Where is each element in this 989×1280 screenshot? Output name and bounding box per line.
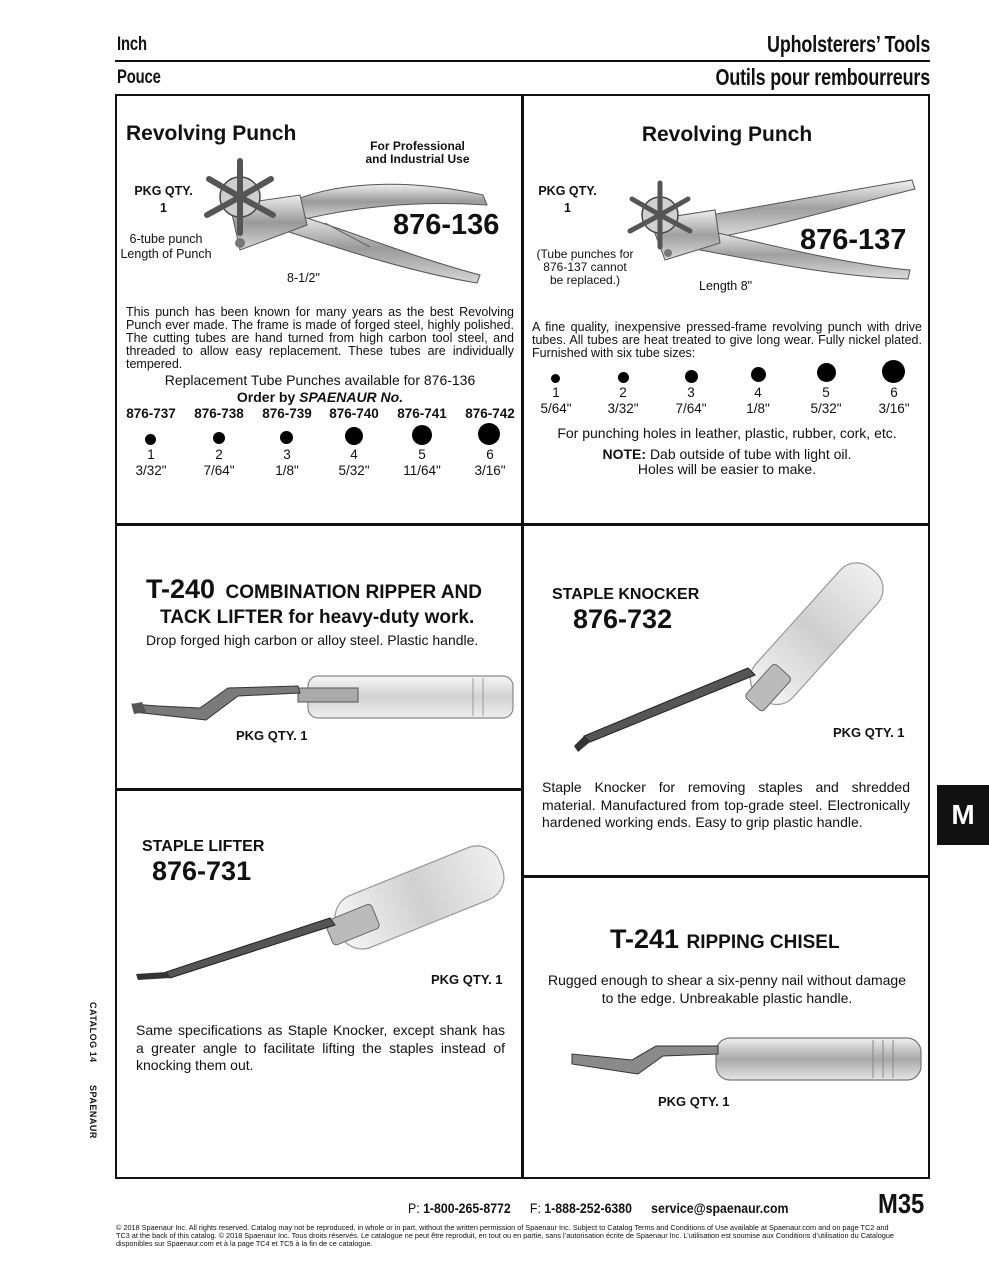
tube-part-no: 876-741	[397, 406, 447, 421]
note-text: Dab outside of tube with light oil.	[649, 446, 852, 462]
phone-label: P:	[408, 1200, 420, 1216]
panel-136-description: This punch has been known for many years as the best Revolving Punch ever made. The frame is made of forged steel, highly polished. The cutting tubes are hand turned from high carbon tool steel, and threaded to allow easy replacement. These tubes are individually tempered.	[126, 305, 514, 371]
tube-size-dot	[551, 374, 560, 383]
tube-number: 1	[147, 447, 155, 462]
side-catalog-label: CATALOG 14	[88, 1002, 98, 1063]
tube-size: 3/16"	[474, 463, 506, 478]
panel-137-note-line-2: Holes will be easier to make.	[637, 461, 817, 477]
note-line-3: be replaced.)	[549, 273, 621, 287]
header-title-en: Upholsterers’ Tools	[766, 31, 930, 57]
tube-size: 3/16"	[878, 401, 910, 416]
tube-size: 11/64"	[403, 463, 441, 478]
section-tab-m: M	[937, 785, 989, 845]
header-unit-fr: Pouce	[117, 67, 161, 88]
tube-part-no: 876-737	[126, 406, 176, 421]
panel-137-usage: For punching holes in leather, plastic, rubber, cork, etc.	[557, 425, 897, 441]
t241-code: T-241	[610, 924, 680, 954]
panel-137-length: Length 8"	[699, 279, 753, 293]
length-desc: Length of Punch	[120, 247, 212, 261]
tube-size-dot	[145, 434, 156, 445]
staple-knocker-illustration	[560, 570, 890, 770]
tube-size-dot	[280, 431, 293, 444]
tube-size: 5/32"	[338, 463, 370, 478]
tube-number: 5	[418, 447, 426, 462]
tube-size-dot	[618, 372, 629, 383]
t240-title-a: COMBINATION RIPPER AND	[225, 582, 482, 603]
footer-contact	[408, 1200, 789, 1216]
tube-label	[389, 447, 455, 479]
tube-number: 4	[754, 385, 762, 400]
t240-pkg: PKG QTY. 1	[236, 728, 308, 743]
legal-line-2: TC3 at the back of this catalog. © 2018 Spaenaur Inc. Tous droits réservés. Le catalogue ne peut être reproduit, en tout ou en partie, sans l’autorisation écrite de Spaenaur Inc. L’utilisation est soumise aux Conditions d’utilisation du Catalogue	[116, 1231, 894, 1241]
tube-desc: 6-tube punch	[129, 232, 203, 246]
tube-number: 1	[552, 385, 560, 400]
panel-136-title: Revolving Punch	[126, 122, 297, 145]
grid-divider-vertical	[521, 94, 524, 1179]
grid-divider-right-row2	[521, 875, 930, 878]
panel-137-note-line	[526, 446, 928, 462]
t241-pkg: PKG QTY. 1	[658, 1094, 730, 1109]
side-brand-label: SPAENAUR	[88, 1085, 98, 1139]
footer-legal	[116, 1224, 930, 1249]
lifter-title: STAPLE LIFTER	[142, 838, 265, 855]
t241-title: RIPPING CHISEL	[686, 932, 840, 953]
tube-part-no: 876-739	[262, 406, 312, 421]
t241-desc-line-1: Rugged enough to shear a six-penny nail without damage	[547, 972, 907, 988]
tube-size-dot	[412, 425, 432, 445]
tube-number: 3	[283, 447, 291, 462]
pkg-qty: 1	[564, 201, 571, 215]
panel-137-part-no: 876-137	[800, 224, 907, 256]
tube-size: 1/8"	[275, 463, 299, 478]
tube-number: 2	[619, 385, 627, 400]
t240-heading	[146, 574, 516, 605]
knocker-part-no: 876-732	[573, 604, 673, 634]
tube-column	[321, 406, 387, 421]
panel-136-length: 8-1/2"	[287, 271, 320, 285]
panel-137-description: A fine quality, inexpensive pressed-frame revolving punch with drive tubes. All tubes are heat treated to give long wear. Fully nickel plated. Furnished with six tube sizes:	[532, 320, 922, 360]
tube-number: 2	[215, 447, 223, 462]
grid-divider-left-row2	[115, 788, 523, 791]
lifter-pkg: PKG QTY. 1	[431, 972, 503, 987]
tube-size: 3/32"	[135, 463, 167, 478]
knocker-title: STAPLE KNOCKER	[552, 586, 700, 603]
tube-size-dot	[345, 427, 363, 445]
tube-size-dot	[817, 363, 836, 382]
tube-number: 6	[890, 385, 898, 400]
lifter-part-no: 876-731	[152, 856, 252, 886]
grid-divider-row1	[115, 523, 930, 526]
header-rule	[115, 60, 930, 62]
page-number: M35	[878, 1188, 925, 1219]
phone-number[interactable]: 1-800-265-8772	[423, 1200, 511, 1216]
lifter-desc: Same specifications as Staple Knocker, except shank has a greater angle to facilitate lifting the staples instead of knocking them out.	[136, 1022, 505, 1073]
tube-column	[186, 406, 252, 421]
pkg-qty: 1	[160, 201, 167, 215]
tube-label	[864, 385, 924, 417]
tube-size: 7/64"	[675, 401, 707, 416]
tube-column	[118, 406, 184, 421]
tube-label	[457, 447, 523, 479]
panel-137-pkg	[530, 183, 605, 217]
ripping-chisel-illustration	[568, 1030, 923, 1090]
tube-number: 3	[687, 385, 695, 400]
tube-column	[389, 406, 455, 421]
t240-code: T-240	[146, 574, 216, 604]
tube-part-no: 876-742	[465, 406, 515, 421]
t241-heading	[610, 924, 840, 955]
tube-label	[118, 447, 184, 479]
header-unit-en: Inch	[117, 34, 147, 55]
use-line-1: For Professional	[370, 139, 465, 153]
pkg-label: PKG QTY.	[134, 184, 193, 198]
panel-136-pkg	[126, 183, 201, 217]
fax-number: 1-888-252-6380	[544, 1200, 632, 1216]
tube-label	[728, 385, 788, 417]
tube-size: 3/32"	[607, 401, 639, 416]
note-line-1: (Tube punches for	[536, 247, 634, 261]
tube-size-dot	[751, 367, 766, 382]
tube-size-dot	[213, 432, 225, 444]
panel-136-replacement: Replacement Tube Punches available for 876-136	[164, 372, 476, 388]
panel-136-part-no: 876-136	[393, 209, 500, 241]
note-label: NOTE:	[602, 446, 647, 462]
email-link[interactable]: service@spaenaur.com	[651, 1200, 789, 1216]
tube-label	[254, 447, 320, 479]
tube-size: 5/64"	[540, 401, 572, 416]
ripper-tack-lifter-illustration	[128, 668, 518, 728]
tube-size-dot	[478, 423, 500, 445]
tube-number: 4	[350, 447, 358, 462]
tube-label	[796, 385, 856, 417]
t240-desc: Drop forged high carbon or alloy steel. Plastic handle.	[146, 632, 479, 648]
tube-label	[321, 447, 387, 479]
order-by-label: Order by	[236, 389, 296, 405]
header-title-fr: Outils pour rembourreurs	[715, 64, 930, 90]
tube-column	[254, 406, 320, 421]
tube-label	[661, 385, 721, 417]
tube-size: 7/64"	[203, 463, 235, 478]
tube-size: 1/8"	[746, 401, 770, 416]
tube-part-no: 876-738	[194, 406, 244, 421]
tube-number: 5	[822, 385, 830, 400]
legal-line-1: © 2018 Spaenaur Inc. All rights reserved. Catalog may not be reproduced, in whole or in part, without the written permission of Spaenaur Inc. Subject to Catalog Terms and Conditions of Use available at Spaenaur.com and on page TC2 and	[116, 1223, 889, 1232]
revolving-punch-137-illustration	[620, 175, 920, 285]
t240-title-b: TACK LIFTER for heavy-duty work.	[160, 607, 475, 628]
tube-label	[186, 447, 252, 479]
panel-136-order	[120, 389, 520, 405]
tube-column	[457, 406, 523, 421]
note-line-2: 876-137 cannot	[543, 260, 627, 274]
knocker-desc: Staple Knocker for removing staples and shredded material. Manufactured from top-grade steel. Electronically hardened working ends. Easy to grip plastic handle.	[542, 779, 910, 830]
panel-137-title: Revolving Punch	[641, 123, 813, 146]
revolving-punch-136-illustration	[195, 152, 495, 290]
tube-size-dot	[685, 370, 698, 383]
t241-desc-line-2: to the edge. Unbreakable plastic handle.	[601, 989, 853, 1006]
tube-label	[526, 385, 586, 417]
tube-size-dot	[882, 360, 905, 383]
order-brand: SPAENAUR No.	[299, 389, 404, 405]
t241-desc	[526, 972, 928, 1007]
tube-part-no: 876-740	[329, 406, 379, 421]
knocker-pkg: PKG QTY. 1	[833, 725, 905, 740]
tube-number: 6	[486, 447, 494, 462]
pkg-label: PKG QTY.	[538, 184, 597, 198]
fax-label: F:	[529, 1200, 541, 1216]
legal-line-3: disponibles sur Spaenaur.com et à la page TC4 et TC5 à la fin de ce catalogue.	[116, 1239, 373, 1249]
tube-size: 5/32"	[810, 401, 842, 416]
use-line-2: and Industrial Use	[365, 152, 470, 166]
tube-label	[593, 385, 653, 417]
